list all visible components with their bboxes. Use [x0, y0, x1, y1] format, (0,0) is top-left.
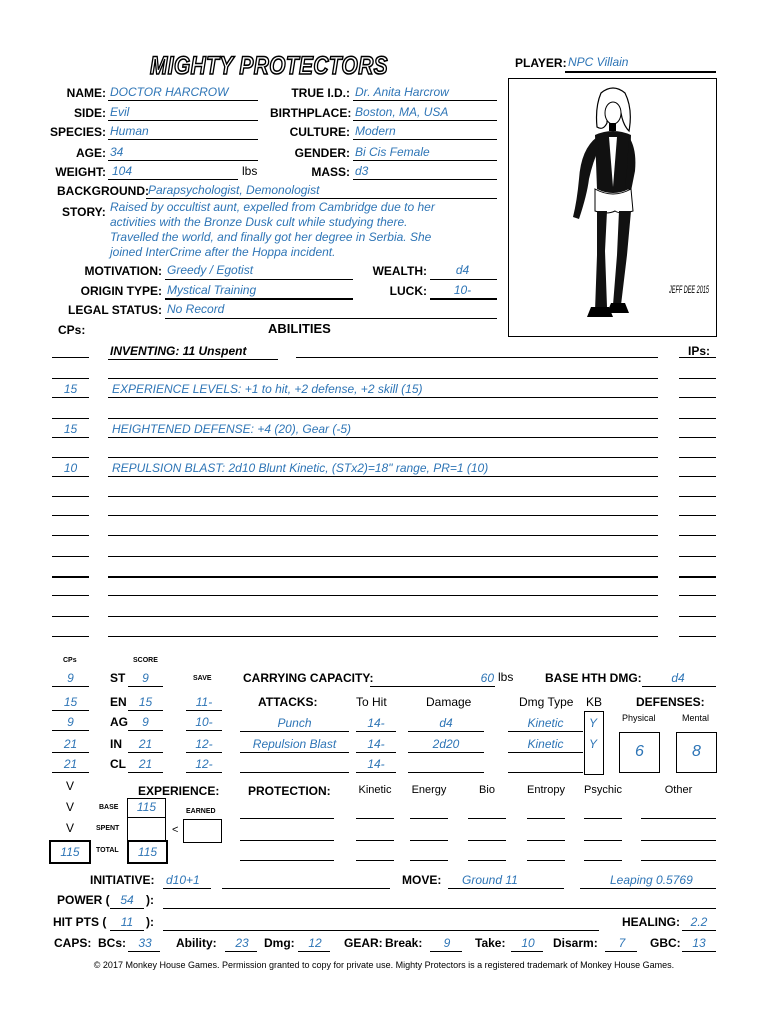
ability-cp-line[interactable] [52, 457, 89, 458]
ability-text-line[interactable] [108, 378, 658, 379]
protection-value-line[interactable] [468, 840, 506, 841]
side-label: SIDE: [73, 106, 106, 120]
ability-ip-line[interactable] [679, 357, 716, 358]
protection-value-line[interactable] [410, 818, 448, 819]
protection-value-line[interactable] [468, 860, 506, 861]
stat-name: CL [110, 757, 126, 771]
kb-column [584, 711, 604, 775]
ability-text-line[interactable] [108, 476, 658, 477]
stat-score[interactable]: 21 [138, 737, 153, 751]
ability-cp-line[interactable] [52, 378, 89, 379]
ability-cp-line[interactable] [52, 418, 89, 419]
stat-save: SAVE [193, 675, 212, 682]
disarm-label: Disarm: [553, 936, 598, 950]
protection-value-line[interactable] [527, 860, 565, 861]
true-id-field[interactable]: Dr. Anita Harcrow [355, 85, 449, 99]
stat-name: AG [110, 715, 128, 729]
ability-caps-value[interactable]: 23 [235, 936, 249, 950]
species-field[interactable]: Human [110, 124, 149, 138]
protection-value-line[interactable] [410, 860, 448, 861]
v-mark-2: V [66, 800, 75, 814]
ability-text-line[interactable] [108, 636, 658, 637]
protection-value-line[interactable] [410, 840, 448, 841]
protection-header-2: Bio [479, 784, 495, 796]
ability-text-line[interactable] [108, 556, 658, 557]
stat-score[interactable]: 21 [138, 757, 153, 771]
move-leaping-value[interactable]: Leaping 0.5769 [610, 873, 693, 887]
legal-status-field[interactable]: No Record [167, 302, 225, 316]
motivation-label: MOTIVATION: [84, 264, 162, 278]
protection-value-line[interactable] [356, 860, 394, 861]
exp-spent-label: SPENT [96, 825, 120, 832]
ability-ip-line[interactable] [679, 476, 716, 477]
stats-cps-header: CPs [63, 657, 77, 664]
ability-cp-line[interactable] [52, 515, 89, 516]
carrying-capacity-label: CARRYING CAPACITY: [243, 671, 374, 685]
mighty-protectors-logo [148, 50, 393, 80]
to-hit-header: To Hit [356, 695, 387, 709]
stat-score[interactable]: 9 [142, 671, 149, 685]
ability-cp-1[interactable]: 15 [63, 382, 78, 396]
stat-name: ST [110, 671, 126, 685]
attack-type[interactable]: Kinetic [527, 716, 564, 730]
disarm-value[interactable]: 7 [618, 936, 626, 950]
mental-defense-box[interactable] [676, 732, 717, 773]
character-portrait [508, 78, 717, 337]
ability-text-line[interactable] [108, 418, 658, 419]
exp-earned-label: EARNED [186, 808, 216, 815]
protection-header-5: Other [664, 784, 693, 796]
culture-field[interactable]: Modern [355, 124, 396, 138]
initiative-value[interactable]: d10+1 [166, 873, 200, 887]
power-label: POWER ( [57, 893, 110, 907]
ability-cp-line[interactable] [52, 496, 89, 497]
protection-value-line[interactable] [468, 818, 506, 819]
background-label: BACKGROUND: [57, 184, 149, 198]
cps-label: CPs: [58, 323, 86, 337]
story-line-3: Travelled the world, and finally got her degree in Serbia. She [110, 230, 432, 244]
hit-points-close: ): [146, 915, 154, 929]
carrying-capacity-value[interactable]: 60 [480, 671, 494, 685]
move-label: MOVE: [402, 873, 442, 887]
ability-text-2[interactable]: HEIGHTENED DEFENSE: +4 (20), Gear (-5) [112, 422, 352, 436]
caps-label: CAPS: [54, 936, 92, 950]
ability-text-line[interactable] [108, 437, 658, 438]
kb-header: KB [586, 695, 603, 709]
attack-tohit[interactable]: 14- [367, 737, 385, 751]
dmg-caps-label: Dmg: [264, 936, 295, 950]
ability-cp-line[interactable] [52, 576, 89, 578]
inventing-row[interactable] [110, 344, 246, 358]
ability-text-1[interactable]: EXPERIENCE LEVELS: +1 to hit, +2 defense, +2 skill (15) [112, 382, 423, 396]
ability-ip-line[interactable] [679, 515, 716, 516]
ability-ip-line[interactable] [679, 437, 716, 438]
total-cp-value: 115 [60, 845, 80, 859]
protection-value-line[interactable] [584, 818, 622, 819]
exp-total-value: 115 [137, 845, 158, 859]
ability-text-line[interactable] [108, 457, 658, 458]
ability-cp-line[interactable] [52, 556, 89, 557]
stat-score[interactable]: 9 [142, 715, 149, 729]
protection-name-line[interactable] [240, 860, 334, 861]
protection-header-4: Psychic [584, 784, 622, 796]
exp-base-value: 115 [136, 800, 157, 814]
total-cp-box[interactable] [49, 840, 91, 864]
defenses-label: DEFENSES: [636, 695, 705, 709]
attack-kb[interactable]: Y [588, 716, 597, 730]
ability-cp-line[interactable] [52, 636, 89, 637]
motivation-field[interactable]: Greedy / Egotist [167, 263, 254, 277]
protection-value-line[interactable] [641, 840, 716, 841]
origin-label: ORIGIN TYPE: [80, 284, 162, 298]
ability-caps-label: Ability: [176, 936, 217, 950]
attack-damage[interactable]: 2d20 [432, 737, 460, 751]
hit-points-label: HIT PTS ( [53, 915, 107, 929]
physical-defense-value: 6 [635, 743, 644, 760]
protection-value-line[interactable] [356, 818, 394, 819]
gear-label: GEAR: [344, 936, 383, 950]
stat-cp[interactable]: 9 [67, 715, 74, 729]
ability-ip-line[interactable] [679, 616, 716, 617]
stat-save[interactable]: 10- [195, 715, 213, 729]
side-field[interactable]: Evil [110, 105, 130, 119]
stat-name: IN [110, 737, 122, 751]
base-hth-dmg-label: BASE HTH DMG: [545, 671, 642, 685]
weight-field[interactable]: 104 [112, 164, 133, 178]
villain-figure-drawing [509, 79, 716, 336]
background-field[interactable]: Parapsychologist, Demonologist [148, 183, 320, 197]
protection-name-line[interactable] [240, 818, 334, 819]
protection-header-1: Energy [411, 784, 447, 796]
legal-status-label: LEGAL STATUS: [68, 303, 162, 317]
exp-base-box[interactable] [127, 798, 166, 818]
attack-tohit[interactable]: 14- [367, 716, 385, 730]
base-hth-dmg-value[interactable]: d4 [671, 671, 685, 685]
story-line-4: joined InterCrime after the Hoppa incident. [110, 245, 336, 259]
stat-cp[interactable]: 21 [63, 757, 78, 771]
player-field[interactable]: NPC Villain [568, 55, 629, 69]
protection-header-3: Entropy [527, 784, 565, 796]
attacks-label: ATTACKS: [258, 695, 318, 709]
break-value[interactable]: 9 [443, 936, 451, 950]
ability-ip-line[interactable] [679, 636, 716, 637]
hit-points-value[interactable]: 11 [120, 915, 134, 929]
exp-total-label: TOTAL [96, 847, 119, 854]
protection-value-line[interactable] [527, 840, 565, 841]
physical-defense-label: Physical [622, 713, 656, 723]
take-label: Take: [475, 936, 506, 950]
birthplace-field[interactable]: Boston, MA, USA [355, 105, 449, 119]
stat-score[interactable]: 15 [138, 695, 153, 709]
bcs-value[interactable]: 33 [138, 936, 152, 950]
protection-value-line[interactable] [641, 818, 716, 819]
dmg-caps-value[interactable]: 12 [308, 936, 322, 950]
attack-kb[interactable]: Y [588, 737, 597, 751]
ability-text-line[interactable] [108, 576, 658, 578]
protection-value-line[interactable] [584, 860, 622, 861]
age-label: AGE: [76, 146, 106, 160]
abilities-title: ABILITIES [268, 321, 331, 336]
ability-text-3[interactable]: REPULSION BLAST: 2d10 Blunt Kinetic, (STx2)=18" range, PR=1 (10) [112, 461, 489, 475]
attack-name[interactable]: Repulsion Blast [252, 737, 337, 751]
exp-total-box[interactable] [127, 840, 168, 864]
attack-name[interactable]: Punch [277, 716, 312, 730]
experience-label: EXPERIENCE: [138, 784, 220, 798]
weight-label: WEIGHT: [55, 165, 106, 179]
luck-label: LUCK: [389, 284, 427, 298]
ability-text-line[interactable] [108, 496, 658, 497]
wealth-field[interactable]: d4 [455, 263, 470, 277]
power-close: ): [146, 893, 154, 907]
initiative-label: INITIATIVE: [90, 873, 155, 887]
gbc-value[interactable]: 13 [692, 936, 706, 950]
gbc-label: GBC: [650, 936, 681, 950]
weight-unit: lbs [242, 164, 258, 178]
origin-field[interactable]: Mystical Training [167, 283, 257, 297]
mass-field[interactable]: d3 [355, 164, 369, 178]
protection-name-line[interactable] [240, 840, 334, 841]
healing-label: HEALING: [622, 915, 680, 929]
ability-text-line[interactable] [108, 535, 658, 536]
ability-ip-line[interactable] [679, 576, 716, 578]
bcs-label: BCs: [98, 936, 127, 950]
stats-score-header: SCORE [133, 657, 158, 664]
healing-value[interactable]: 2.2 [690, 915, 708, 929]
story-line-1: Raised by occultist aunt, expelled from Cambridge due to her [110, 200, 435, 214]
protection-value-line[interactable] [584, 840, 622, 841]
exp-less-than: < [172, 824, 179, 836]
story-line-2: activities with the Bronze Dusk cult while studying there. [110, 215, 408, 229]
ability-cp-2[interactable]: 15 [63, 422, 78, 436]
protection-value-line[interactable] [356, 840, 394, 841]
mental-defense-value: 8 [692, 743, 701, 760]
attack-type[interactable]: Kinetic [527, 737, 564, 751]
ips-label: IPs: [688, 344, 711, 358]
exp-earned-box[interactable] [183, 819, 222, 843]
ability-ip-line[interactable] [679, 378, 716, 379]
break-label: Break: [385, 936, 423, 950]
ability-ip-line[interactable] [679, 556, 716, 557]
damage-header: Damage [426, 695, 472, 709]
physical-defense-box[interactable] [619, 732, 660, 773]
ability-cp-3[interactable]: 10 [63, 461, 78, 475]
exp-base-label: BASE [99, 804, 119, 811]
ability-ip-line[interactable] [679, 496, 716, 497]
name-field[interactable]: DOCTOR HARCROW [110, 85, 229, 99]
age-field[interactable]: 34 [110, 145, 124, 159]
stat-save[interactable]: 12- [195, 737, 213, 751]
ability-ip-line[interactable] [679, 535, 716, 536]
culture-label: CULTURE: [289, 125, 350, 139]
stat-save[interactable]: 11- [195, 695, 213, 709]
true-id-label: TRUE I.D.: [291, 86, 350, 100]
gender-field[interactable]: Bi Cis Female [355, 145, 430, 159]
luck-field[interactable]: 10- [453, 283, 472, 297]
ability-ip-line[interactable] [679, 418, 716, 419]
ability-cp-line[interactable] [52, 616, 89, 617]
stat-cp[interactable]: 9 [67, 671, 74, 685]
player-label: PLAYER: [515, 56, 567, 70]
wealth-label: WEALTH: [372, 264, 427, 278]
birthplace-label: BIRTHPLACE: [270, 106, 352, 120]
power-value[interactable]: 54 [120, 893, 134, 907]
stat-cp[interactable]: 15 [63, 695, 78, 709]
ability-text-line[interactable] [108, 595, 658, 596]
story-label: STORY: [62, 205, 106, 219]
ability-text-line[interactable] [108, 397, 658, 398]
ability-cp-line[interactable] [52, 437, 89, 438]
svg-text:MIGHTY PROTECTORS: MIGHTY PROTECTORS [150, 52, 388, 80]
ability-cp-line[interactable] [52, 397, 89, 398]
gender-label: GENDER: [294, 146, 350, 160]
ability-row-text: INVENTING: 11 Unspent [110, 344, 247, 358]
svg-text:JEFF DEE 2015: JEFF DEE 2015 [668, 284, 710, 296]
protection-value-line[interactable] [641, 860, 716, 861]
stat-cp[interactable]: 21 [63, 737, 78, 751]
ability-cp-line[interactable] [52, 535, 89, 536]
protection-header-0: Kinetic [358, 784, 392, 796]
dmg-type-header: Dmg Type [519, 695, 574, 709]
ability-cp-line[interactable] [52, 476, 89, 477]
ability-ip-line[interactable] [679, 595, 716, 596]
mass-label: MASS: [311, 165, 350, 179]
ability-ip-line[interactable] [679, 457, 716, 458]
v-mark-3: V [66, 821, 75, 835]
exp-spent-box[interactable] [127, 817, 166, 841]
v-mark-1: V [66, 779, 75, 793]
stat-name: EN [110, 695, 127, 709]
mental-defense-label: Mental [682, 713, 710, 723]
ability-text-line[interactable] [108, 515, 658, 516]
move-ground-value[interactable]: Ground 11 [462, 873, 518, 887]
protection-label: PROTECTION: [248, 784, 331, 798]
attack-tohit[interactable]: 14- [367, 757, 385, 771]
carrying-capacity-unit: lbs [498, 670, 514, 684]
stat-save[interactable]: 12- [195, 757, 213, 771]
protection-value-line[interactable] [527, 818, 565, 819]
name-label: NAME: [66, 86, 106, 100]
ability-text-line[interactable] [108, 616, 658, 617]
copyright-footer: © 2017 Monkey House Games. Permission granted to copy for private use. Mighty Protectors is a registered trademark of Monkey House Games. [93, 960, 675, 970]
species-label: SPECIES: [49, 125, 106, 139]
ability-ip-line[interactable] [679, 397, 716, 398]
attack-damage[interactable]: d4 [439, 716, 453, 730]
take-value[interactable]: 10 [521, 936, 535, 950]
ability-cp-line[interactable] [52, 595, 89, 596]
